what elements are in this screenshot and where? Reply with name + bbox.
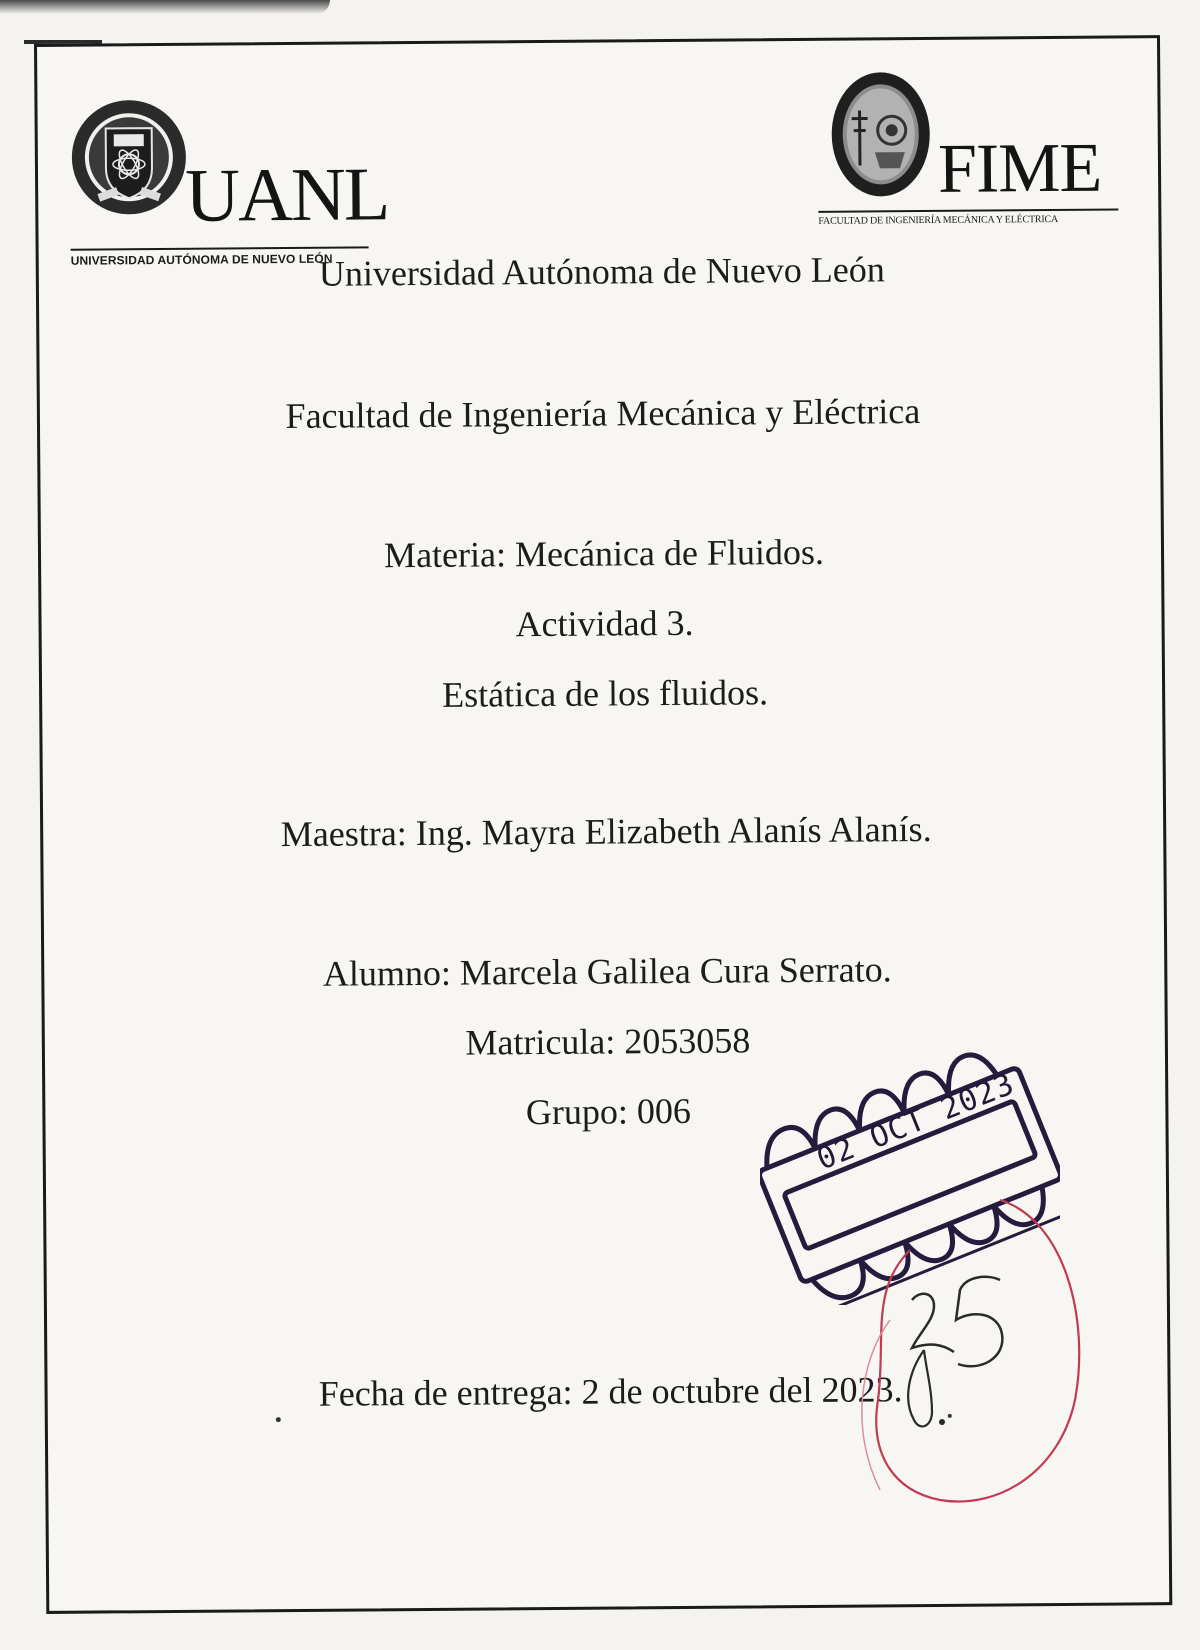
subject-line: Materia: Mecánica de Fluidos. <box>383 531 825 576</box>
uanl-wordmark: UANL <box>184 152 389 238</box>
scan-edge-shadow <box>0 0 330 14</box>
fime-caption: FACULTAD DE INGENIERÍA MECÁNICA Y ELÉCTRICA <box>818 213 1059 227</box>
ink-speck <box>276 1417 281 1422</box>
stamp-date: 02 OCT 2023 <box>812 1066 1020 1178</box>
uanl-rule <box>71 246 369 250</box>
uanl-logo <box>69 96 400 268</box>
fime-wordmark: FIME <box>937 129 1102 208</box>
student-line: Alumno: Marcela Galilea Cura Serrato. <box>322 949 892 994</box>
grade-circle-icon <box>850 1180 1090 1510</box>
faculty-name: Facultad de Ingeniería Mecánica y Eléctrica <box>285 391 921 437</box>
grade-mark <box>850 1180 1090 1510</box>
fime-logo <box>817 68 1148 231</box>
activity-line: Actividad 3. <box>515 602 694 645</box>
university-name: Universidad Autónoma de Nuevo León <box>318 249 885 294</box>
topic-line: Estática de los fluidos. <box>441 672 769 715</box>
student-id-line: Matricula: 2053058 <box>465 1020 751 1063</box>
fime-seal-icon <box>829 70 932 199</box>
fime-rule <box>818 208 1118 212</box>
group-line: Grupo: 006 <box>525 1090 692 1133</box>
teacher-line: Maestra: Ing. Mayra Elizabeth Alanís Alanís. <box>280 808 932 855</box>
uanl-caption: UNIVERSIDAD AUTÓNOMA DE NUEVO LEÓN <box>70 251 333 268</box>
uanl-seal-icon <box>69 98 188 217</box>
due-date-line: Fecha de entrega: 2 de octubre del 2023. <box>318 1369 903 1414</box>
